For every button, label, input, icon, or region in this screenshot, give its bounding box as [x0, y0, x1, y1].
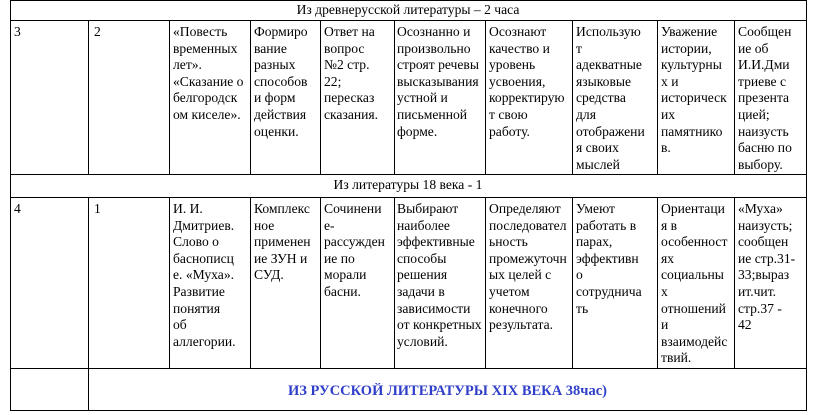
row1-regulatory-uud: Осознают качество и уровень усвоения, корректирую т свою работу. — [489, 24, 565, 139]
column-divider — [394, 197, 395, 368]
row1-topic: «Повесть временных лет». «Сказание о белгородск ом киселе». — [173, 24, 244, 122]
column-divider — [485, 20, 486, 174]
row1-cognitive-uud: Осознанно и произвольно строят речевы высказывания устной и письменной форме. — [397, 24, 479, 139]
column-divider — [657, 20, 658, 174]
row2-hours: 1 — [94, 201, 101, 216]
column-divider — [88, 197, 89, 368]
row2-lesson-type: Комплекс ное применен ие ЗУН и СУД. — [254, 201, 311, 283]
column-divider — [657, 197, 658, 368]
column-divider — [88, 20, 89, 174]
row1-lesson-number: 3 — [14, 24, 21, 39]
section-header-19th-century: ИЗ РУССКОЙ ЛИТЕРАТУРЫ XIX ВЕКА 38час) — [288, 383, 607, 399]
table-border-bottom — [10, 410, 806, 411]
row2-topic: И. И. Дмитриев. Слово о баснописц е. «Муха». Развитие понятия об аллегории. — [173, 201, 236, 349]
column-divider — [572, 197, 573, 368]
column-divider — [320, 197, 321, 368]
column-divider — [734, 20, 735, 174]
row1-homework: Сообщен ие об И.И.Дми триеве с презента цией; наизусть басню по выбору. — [738, 24, 792, 172]
row2-lesson-number: 4 — [14, 201, 21, 216]
column-divider — [169, 197, 170, 368]
section-header-18th-century: Из литературы 18 века - 1 — [333, 177, 483, 192]
row1-activities: Ответ на вопрос №2 стр. 22; пересказ сказания. — [324, 24, 379, 122]
column-divider — [734, 197, 735, 368]
row1-lesson-type: Формиро вание разных способов и форм действия оценки. — [254, 24, 308, 139]
section-header-old-russian: Из древнерусской литературы – 2 часа — [296, 2, 520, 17]
table-row-divider — [10, 20, 806, 21]
row2-communicative-uud: Умеют работать в парах, эффективн о сотруднича ть — [576, 201, 642, 316]
row2-cognitive-uud: Выбирают наиболее эффективные способы решения задачи в зависимости от конкретных условий. — [397, 201, 482, 349]
row2-activities: Сочинени е- рассужден ие по морали басни. — [324, 201, 385, 299]
table-border-right — [806, 0, 807, 411]
column-divider — [320, 20, 321, 174]
column-divider — [169, 20, 170, 174]
column-divider — [572, 20, 573, 174]
table-border-top — [10, 0, 806, 1]
row2-personal-results: Ориентаци я в особенност ях социальны х отношений и взаимодейс твий. — [661, 201, 728, 366]
table-border-left — [10, 0, 11, 411]
row2-homework: «Муха» наизусть; сообщен ие стр.31- 33;выраз ит.чит. стр.37 - 42 — [738, 201, 796, 333]
column-divider — [250, 197, 251, 368]
column-divider — [485, 197, 486, 368]
table-row-divider — [10, 368, 806, 369]
column-divider — [250, 20, 251, 174]
row2-regulatory-uud: Определяют последовател ьность промежуточн ых целей с учетом конечного результата. — [489, 201, 567, 333]
row1-personal-results: Уважение истории, культурны х и историческ их памятнико в. — [661, 24, 727, 156]
table-row-divider — [10, 174, 806, 175]
table-row-divider — [10, 197, 806, 198]
row1-hours: 2 — [94, 24, 101, 39]
column-divider — [394, 20, 395, 174]
row1-communicative-uud: Использую т адекватные языковые средства для отображени я своих мыслей — [576, 24, 645, 172]
